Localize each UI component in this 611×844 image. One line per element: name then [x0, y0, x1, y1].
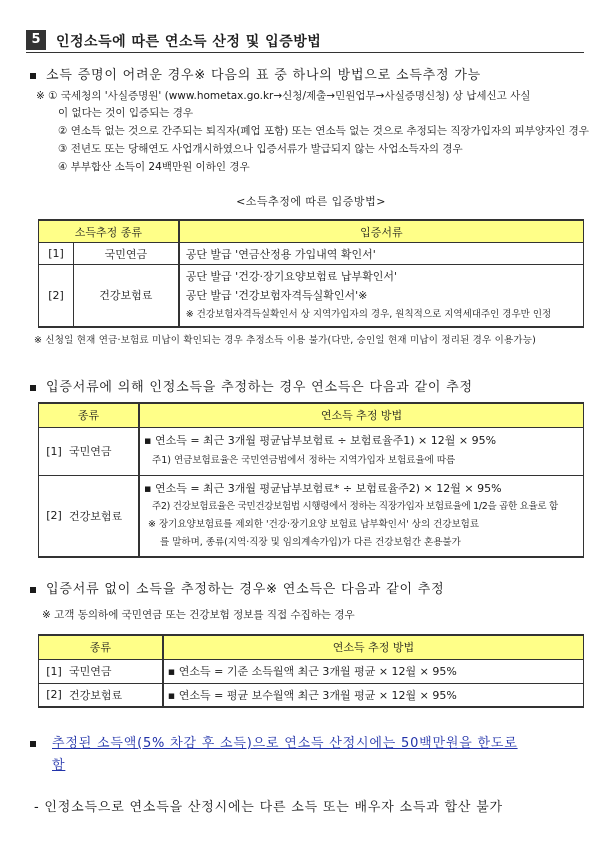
table2-header-method: 연소득 추정 방법	[139, 403, 583, 427]
table2-row1-formula: ▪ 연소득 = 최근 3개월 평균납부보험료 ÷ 보험료율주1) × 12월 × 95%	[144, 434, 497, 447]
table1-row2-doc2: 공단 발급 '건강보험자격득실확인서'※	[185, 288, 368, 302]
proof-method-table	[38, 219, 584, 328]
table1-caption: <소득추정에 따른 입증방법>	[236, 195, 386, 208]
table-row	[39, 683, 584, 707]
table-row	[39, 475, 584, 557]
table2-row2-note2: ※ 장기요양보험료를 제외한 '건강·장기요양 보험료 납부확인서' 상의 건강보험료	[148, 518, 480, 530]
section-title: 인정소득에 따른 연소득 산정 및 입증방법	[56, 34, 322, 50]
limit-line-2: 함	[52, 758, 66, 773]
table1-row2-subnote: ※ 건강보험자격득실확인서 상 지역가입자의 경우, 원칙적으로 지역세대주인 경우만 인정	[185, 308, 552, 320]
table1-header-type: 소득추정 종류	[39, 220, 179, 243]
intro-note-1b: 이 없다는 것이 입증되는 경우	[58, 107, 194, 119]
intro-note-2: ② 연소득 없는 것으로 간주되는 퇴직자(폐업 포함) 또는 연소득 없는 것으로 추정되는 직장가입자의 피부양자인 경우	[58, 125, 589, 137]
section-number: 5	[26, 30, 46, 50]
intro-heading: 소득 증명이 어려운 경우※ 다음의 표 중 하나의 방법으로 소득추정 가능	[30, 64, 481, 83]
intro-note-1: ※ ① 국세청의 '사실증명원' (www.hometax.go.kr→신청/제출→민원업무→사실증명신청) 상 납세신고 사실	[36, 90, 531, 102]
table3-row1-type: 국민연금	[69, 659, 163, 683]
no-proof-estimate-table	[38, 634, 584, 708]
table1-header-docs: 입증서류	[179, 220, 584, 243]
square-bullet-icon	[30, 385, 36, 391]
table3-header-method: 연소득 추정 방법	[163, 635, 584, 659]
no-combine-note: - 인정소득으로 연소득을 산정시에는 다른 소득 또는 배우자 소득과 합산 불가	[34, 800, 503, 815]
square-bullet-icon	[30, 587, 36, 593]
table2-row2-num: [2]	[39, 475, 70, 557]
intro-note-3: ③ 전년도 또는 당해연도 사업개시하였으나 입증서류가 발급되지 않는 사업소득자의 경우	[58, 143, 463, 155]
section2-heading: 입증서류에 의해 인정소득을 추정하는 경우 연소득은 다음과 같이 추정	[30, 376, 473, 395]
table2-row2-formula: ▪ 연소득 = 최근 3개월 평균납부보험료* ÷ 보험료율주2) × 12월 × 95%	[144, 481, 502, 495]
limit-statement	[30, 733, 590, 777]
table2-row2-note: 주2) 건강보험료율은 국민건강보험법 시행령에서 정하는 직장가입자 보험료율에 1/2을 곱한 요율로 함	[152, 500, 558, 512]
table3-row2-num: [2]	[39, 683, 70, 707]
table1-row2-type: 건강보험료	[74, 265, 179, 327]
table2-row2-method	[139, 475, 583, 557]
limit-line-1: 추정된 소득액(5% 차감 후 소득)으로 연소득 산정시에는 50백만원을 한도로	[52, 736, 518, 751]
table1-row1-num: [1]	[39, 243, 74, 265]
table3-row1-formula: ▪ 연소득 = 기준 소득월액 최근 3개월 평균 × 12월 × 95%	[163, 659, 584, 683]
table3-row2-type: 건강보험료	[69, 683, 163, 707]
table-row	[39, 243, 584, 265]
table-row	[39, 265, 584, 327]
table1-row1-type: 국민연금	[74, 243, 179, 265]
section3-note: ※ 고객 동의하에 국민연금 또는 건강보험 정보를 직접 수집하는 경우	[42, 609, 355, 621]
table2-header-type: 종류	[39, 403, 140, 427]
table2-row1-num: [1]	[39, 427, 70, 475]
intro-note-4: ④ 부부합산 소득이 24백만원 이하인 경우	[58, 161, 250, 173]
table1-footnote: ※ 신청일 현재 연금·보험료 미납이 확인되는 경우 추정소득 이용 불가(다만, 승인일 현재 미납이 정리된 경우 이용가능)	[34, 335, 537, 346]
table-row	[39, 659, 584, 683]
section3-heading: 입증서류 없이 소득을 추정하는 경우※ 연소득은 다음과 같이 추정	[30, 578, 444, 597]
table2-row2-note3: 를 말하며, 종류(지역·직장 및 임의계속가입)가 다른 건강보험간 혼용불가	[160, 536, 461, 548]
table1-row2-docs	[179, 265, 584, 327]
table3-row2-formula: ▪ 연소득 = 평균 보수월액 최근 3개월 평균 × 12월 × 95%	[163, 683, 584, 707]
square-bullet-icon	[30, 741, 36, 747]
table3-header-type: 종류	[39, 635, 163, 659]
section-header	[26, 30, 584, 53]
table1-row2-doc1: 공단 발급 '건강·장기요양보험료 납부확인서'	[185, 269, 397, 283]
table3-row1-num: [1]	[39, 659, 70, 683]
table1-row1-doc: 공단 발급 '연금산정용 가입내역 확인서'	[179, 243, 584, 265]
table2-row1-method	[139, 427, 583, 475]
table2-row1-note: 주1) 연금보험료율은 국민연금법에서 정하는 지역가입자 보험료율에 따름	[152, 455, 456, 466]
table1-row2-num: [2]	[39, 265, 74, 327]
square-bullet-icon	[30, 73, 36, 79]
table-row	[39, 427, 584, 475]
income-estimate-table	[38, 402, 584, 558]
table2-row1-type: 국민연금	[69, 427, 139, 475]
table2-row2-type: 건강보험료	[69, 475, 139, 557]
